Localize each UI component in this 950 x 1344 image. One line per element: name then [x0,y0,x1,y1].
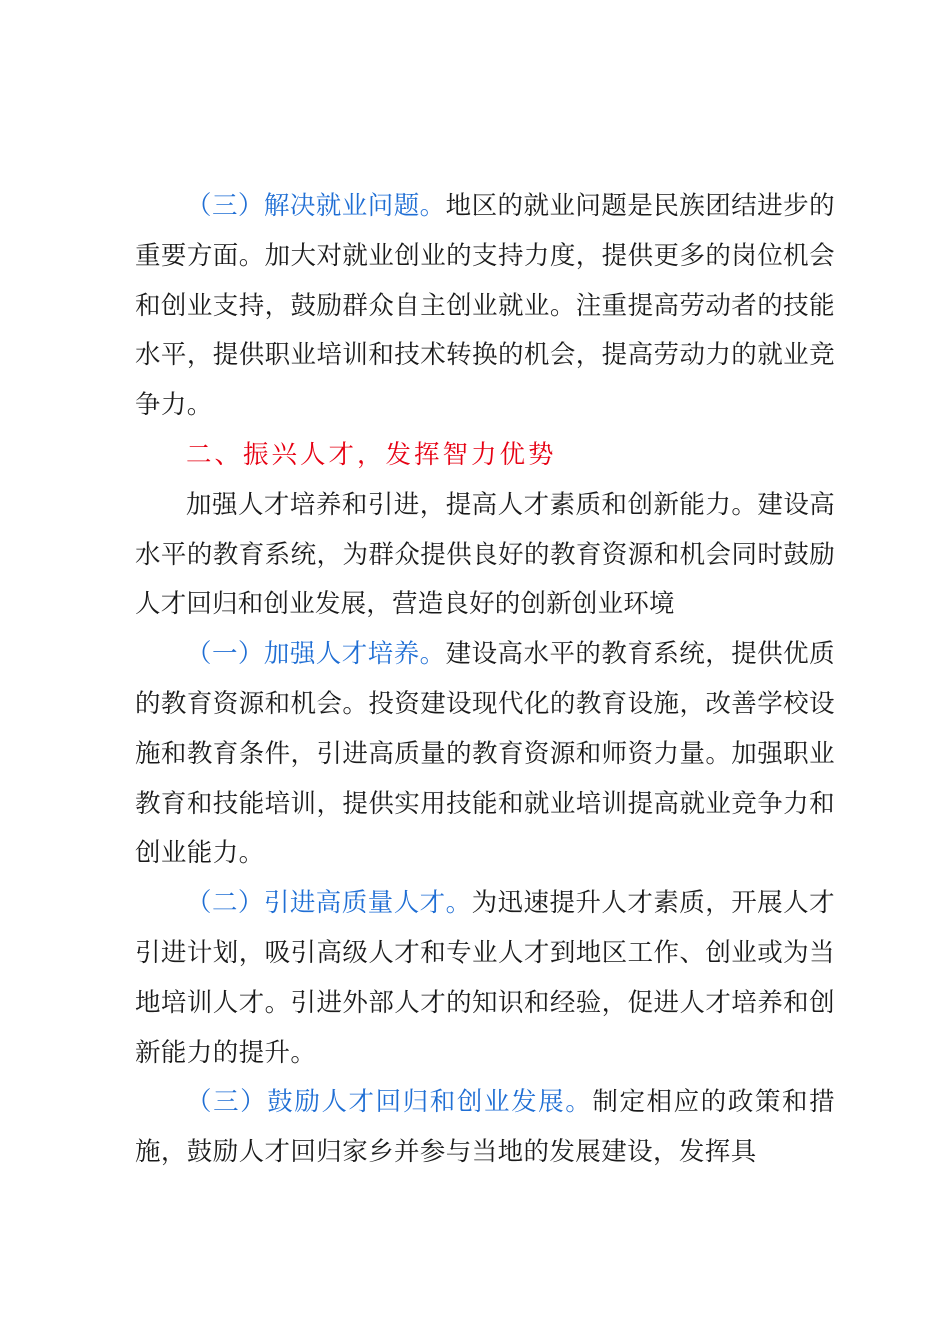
paragraph-talent-introduction [135,879,835,1078]
paragraph-employment [135,182,835,431]
paragraph-talent-intro [135,481,835,630]
subheading-talent-return: （三）鼓励人才回归和创业发展。 [186,1087,593,1118]
subheading-talent-training: （一）加强人才培养。 [186,639,446,670]
paragraph-text: 为迅速提升人才素质，开展人才引进计划，吸引高级人才和专业人才到地区工作、创业或为当地培训人才。引进外部人才的知识和经验，促进人才培养和创新能力的提升。 [135,888,835,1068]
paragraph-text: 建设高水平的教育系统，提供优质的教育资源和机会。投资建设现代化的教育设施，改善学校设施和教育条件，引进高质量的教育资源和师资力量。加强职业教育和技能培训，提供实用技能和就业培训提高就业竞争力和创业能力。 [135,639,835,869]
subheading-talent-introduction: （二）引进高质量人才。 [186,888,472,919]
paragraph-text: 制定相应的政策和措施，鼓励人才回归家乡并参与当地的发展建设，发挥具 [135,1087,835,1168]
paragraph-talent-training [135,630,835,879]
subheading-employment: （三）解决就业问题。 [186,191,446,221]
section-title-talent: 二、振兴人才，发挥智力优势 [186,439,557,470]
paragraph-talent-return [135,1078,835,1178]
paragraph-text: 地区的就业问题是民族团结进步的重要方面。加大对就业创业的支持力度，提供更多的岗位机会和创业支持，鼓励群众自主创业就业。注重提高劳动者的技能水平，提供职业培训和技术转换的机会，提高劳动力的就业竞争力。 [135,191,835,421]
paragraph-text: 加强人才培养和引进，提高人才素质和创新能力。建设高水平的教育系统，为群众提供良好的教育资源和机会同时鼓励人才回归和创业发展，营造良好的创新创业环境 [135,489,835,620]
document-body [135,182,835,1178]
